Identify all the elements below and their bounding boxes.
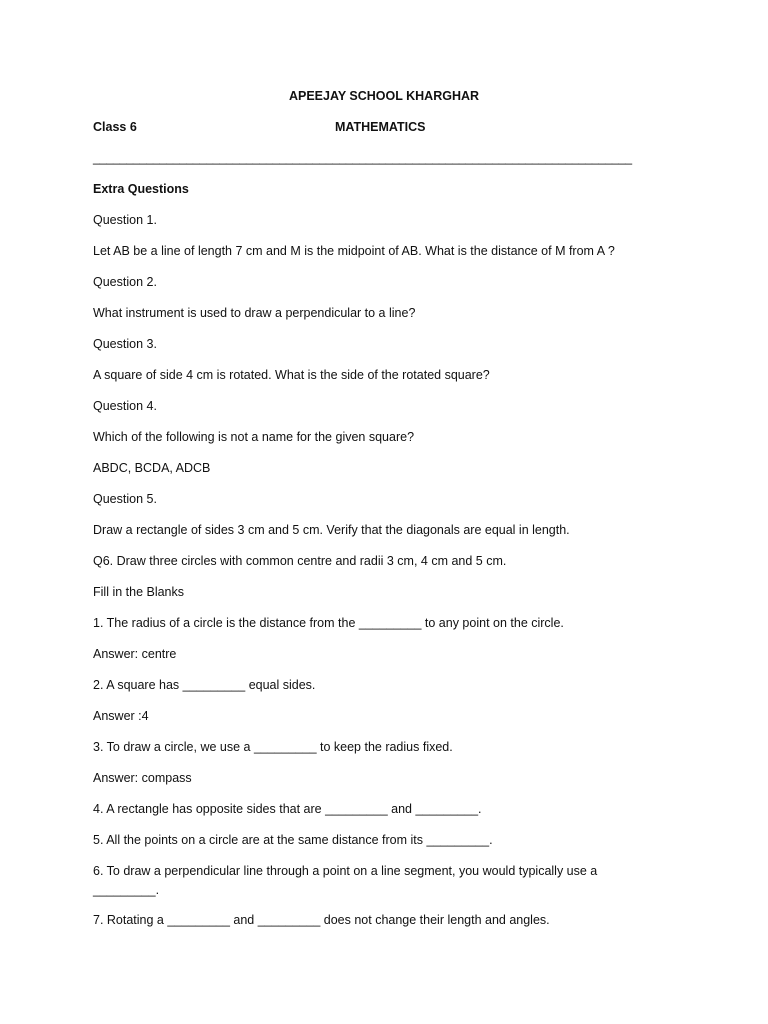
- question-label: Question 4.: [93, 399, 157, 413]
- question-text: Which of the following is not a name for the given square?: [93, 430, 415, 444]
- fill-answer: Answer: centre: [93, 647, 177, 661]
- school-name: APEEJAY SCHOOL KHARGHAR: [288, 89, 480, 103]
- question-6: Q6. Draw three circles with common centre and radii 3 cm, 4 cm and 5 cm.: [93, 554, 507, 568]
- fill-item: 6. To draw a perpendicular line through a point on a line segment, you would typically use a: [93, 864, 598, 878]
- question-label: Question 2.: [93, 275, 157, 289]
- question-options: ABDC, BCDA, ADCB: [93, 461, 211, 475]
- fill-item: 2. A square has _________ equal sides.: [93, 678, 316, 692]
- fill-item: 1. The radius of a circle is the distance from the _________ to any point on the circle.: [93, 616, 564, 630]
- question-text: Let AB be a line of length 7 cm and M is the midpoint of AB. What is the distance of M from A ?: [93, 244, 615, 258]
- fill-item: 4. A rectangle has opposite sides that are _________ and _________.: [93, 802, 482, 816]
- fill-blanks-title: Fill in the Blanks: [93, 585, 185, 599]
- header-rule: _________________________________________________________________________________: [93, 151, 632, 165]
- fill-answer: Answer :4: [93, 709, 149, 723]
- fill-item: 5. All the points on a circle are at the same distance from its _________.: [93, 833, 493, 847]
- fill-item-continuation: _________.: [93, 883, 160, 897]
- question-label: Question 1.: [93, 213, 157, 227]
- section-title: Extra Questions: [93, 182, 189, 196]
- question-label: Question 3.: [93, 337, 157, 351]
- class-label: Class 6: [93, 120, 137, 134]
- question-text: A square of side 4 cm is rotated. What is the side of the rotated square?: [93, 368, 490, 382]
- question-label: Question 5.: [93, 492, 157, 506]
- fill-item: 7. Rotating a _________ and _________ does not change their length and angles.: [93, 913, 550, 927]
- question-text: What instrument is used to draw a perpendicular to a line?: [93, 306, 416, 320]
- fill-item: 3. To draw a circle, we use a _________ to keep the radius fixed.: [93, 740, 453, 754]
- question-text: Draw a rectangle of sides 3 cm and 5 cm. Verify that the diagonals are equal in length.: [93, 523, 570, 537]
- subject-label: MATHEMATICS: [335, 120, 426, 134]
- fill-answer: Answer: compass: [93, 771, 192, 785]
